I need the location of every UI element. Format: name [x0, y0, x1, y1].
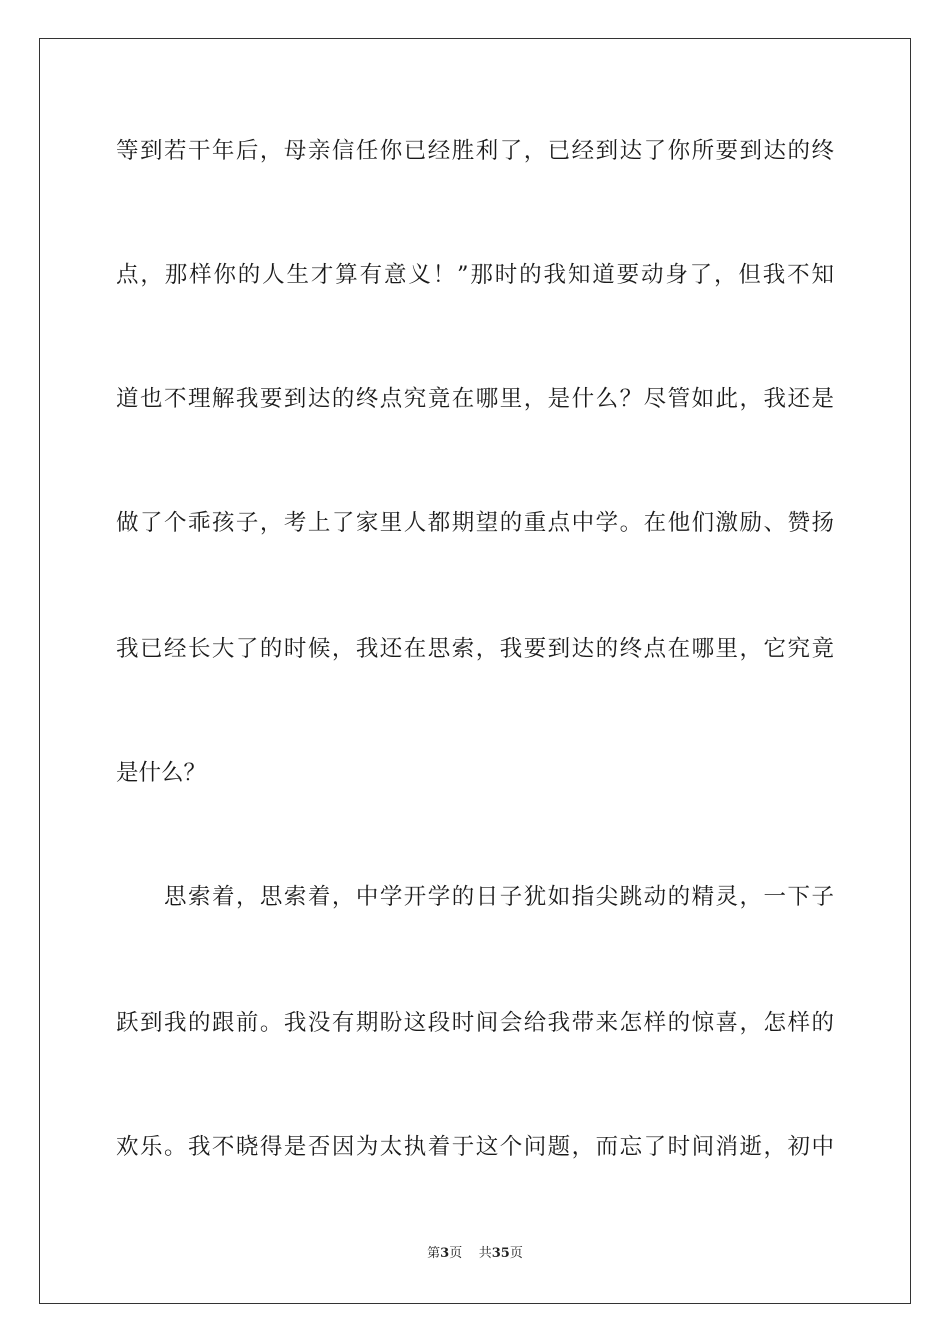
- total-pages-prefix: 共: [478, 1246, 492, 1261]
- body-text-line: 欢乐。我不晓得是否因为太执着于这个问题，而忘了时间消逝，初中: [116, 1134, 834, 1160]
- body-text-line: 跃到我的跟前。我没有期盼这段时间会给我带来怎样的惊喜，怎样的: [116, 1010, 834, 1036]
- paragraph-first-line: 思索着，思索着，中学开学的日子犹如指尖跳动的精灵，一下子: [164, 884, 834, 910]
- total-pages-number: 35: [491, 1246, 510, 1261]
- total-pages-suffix: 页: [509, 1246, 523, 1261]
- body-text-line: 是什么？: [116, 760, 207, 786]
- body-text-line: 道也不理解我要到达的终点究竟在哪里，是什么？尽管如此，我还是: [116, 386, 834, 412]
- body-text-line: 我已经长大了的时候，我还在思索，我要到达的终点在哪里，它究竟: [116, 636, 834, 662]
- body-text-line: 等到若干年后，母亲信任你已经胜利了，已经到达了你所要到达的终: [116, 138, 834, 164]
- current-page-number: 3: [440, 1246, 450, 1261]
- page-number-suffix: 页: [449, 1246, 463, 1261]
- body-text-line: 点，那样你的人生才算有意义！”那时的我知道要动身了，但我不知: [116, 262, 834, 288]
- page-number-prefix: 第: [427, 1246, 441, 1261]
- body-text-line: 做了个乖孩子，考上了家里人都期望的重点中学。在他们激励、赞扬: [116, 510, 834, 536]
- page-footer: [0, 1245, 950, 1263]
- page-border: [39, 38, 911, 1304]
